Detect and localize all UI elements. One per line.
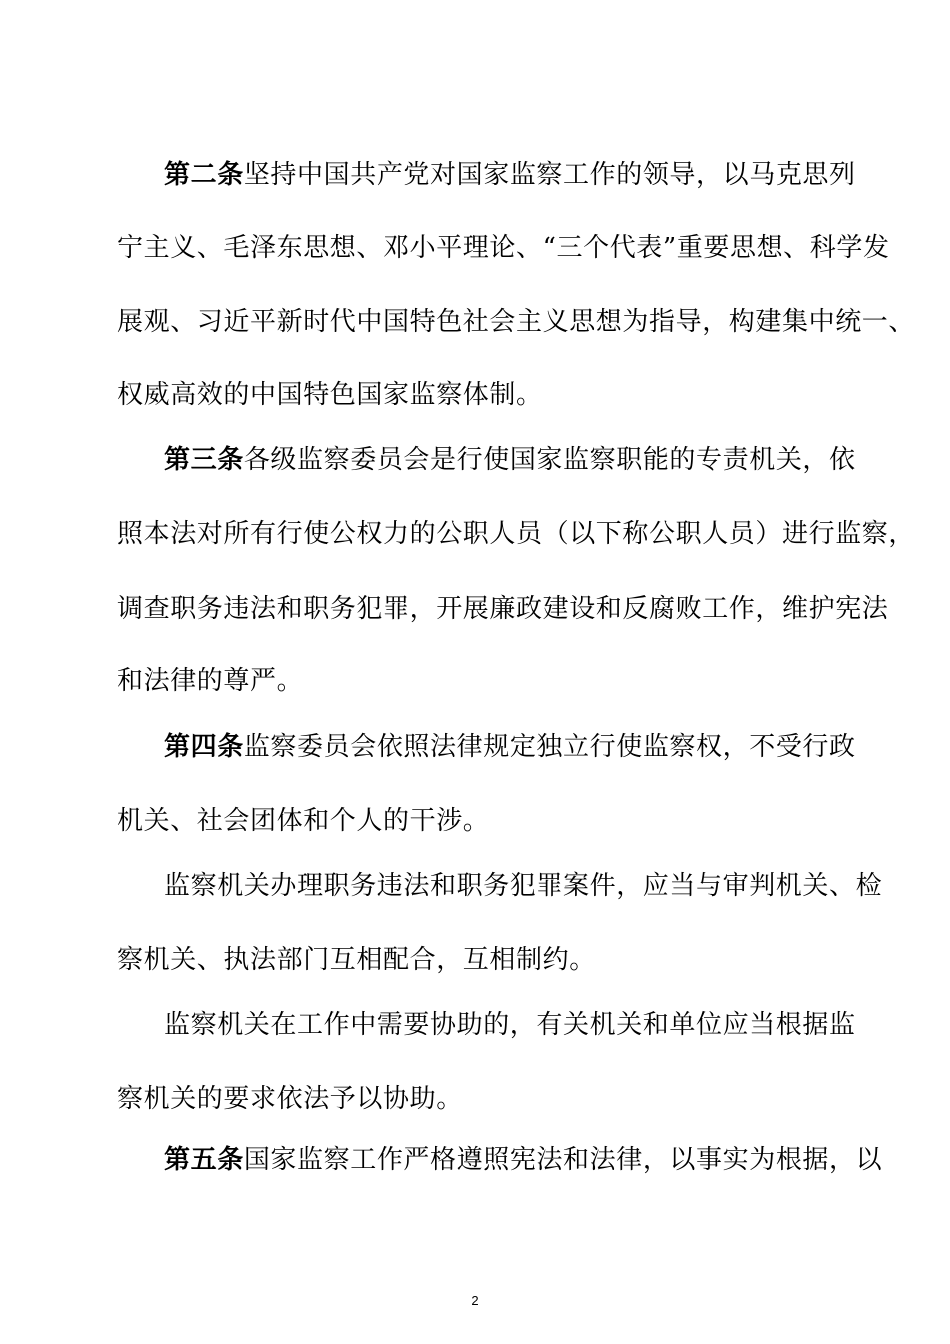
article-4-text: 监察委员会依照法律规定独立行使监察权，不受行政 (243, 732, 856, 762)
article-3-line-4: 和法律的尊严。 (117, 666, 304, 696)
article-3-line-2: 照本法对所有行使公权力的公职人员（以下称公职人员）进行监察， (117, 519, 916, 549)
article-4-line-1 (164, 732, 856, 762)
article-2-line-1 (164, 160, 856, 190)
article-5-line-1 (164, 1145, 883, 1175)
article-4-para-3-line-1: 监察机关在工作中需要协助的，有关机关和单位应当根据监 (164, 1010, 856, 1040)
article-2-line-3: 展观、习近平新时代中国特色社会主义思想为指导，构建集中统一、 (117, 307, 916, 337)
article-2-heading: 第二条 (164, 160, 244, 190)
article-3-heading: 第三条 (164, 445, 244, 475)
article-3-line-3: 调查职务违法和职务犯罪，开展廉政建设和反腐败工作，维护宪法 (117, 594, 889, 624)
article-2-text: 坚持中国共产党对国家监察工作的领导，以马克思列 (243, 160, 856, 190)
article-4-para-2-line-1: 监察机关办理职务违法和职务犯罪案件，应当与审判机关、检 (164, 871, 883, 901)
article-3-line-1 (164, 445, 856, 475)
article-4-para-3-line-2: 察机关的要求依法予以协助。 (117, 1084, 463, 1114)
page-number: 2 (471, 1293, 479, 1308)
article-5-text: 国家监察工作严格遵照宪法和法律，以事实为根据，以 (243, 1145, 883, 1175)
article-5-heading: 第五条 (164, 1145, 244, 1175)
article-4-heading: 第四条 (164, 732, 244, 762)
article-2-line-2: 宁主义、毛泽东思想、邓小平理论、“三个代表”重要思想、科学发 (117, 233, 890, 263)
article-4-line-2: 机关、社会团体和个人的干涉。 (117, 806, 490, 836)
article-2-line-4: 权威高效的中国特色国家监察体制。 (117, 380, 543, 410)
article-4-para-2-line-2: 察机关、执法部门互相配合，互相制约。 (117, 945, 596, 975)
article-3-text: 各级监察委员会是行使国家监察职能的专责机关，依 (243, 445, 856, 475)
